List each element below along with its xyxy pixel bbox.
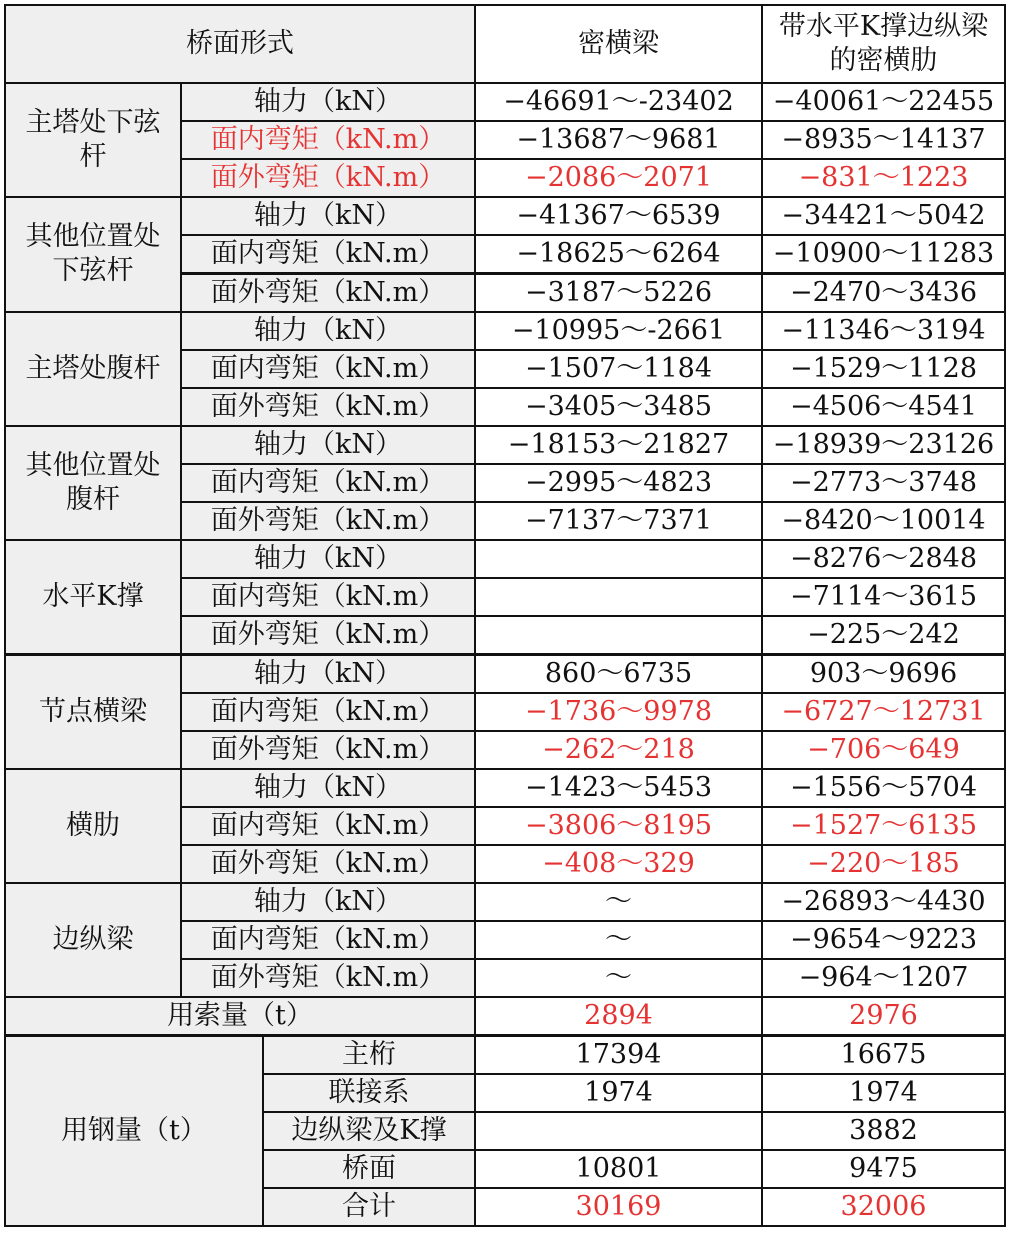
value-col1: −7137～7371	[474, 501, 763, 541]
item-label: 轴力（kN）	[180, 654, 476, 694]
group-label: 主塔处下弦杆	[4, 82, 182, 198]
value-col2: −9654～9223	[761, 920, 1006, 960]
cable-col2: 2976	[761, 996, 1006, 1036]
value-col2: −2470～3436	[761, 273, 1006, 313]
value-col1: −1507～1184	[474, 349, 763, 389]
value-col1: −10995～-2661	[474, 311, 763, 351]
value-col1: −3806～8195	[474, 806, 763, 846]
value-col2: −8276～2848	[761, 539, 1006, 579]
value-col2: −2773～3748	[761, 463, 1006, 503]
value-col2: −964～1207	[761, 958, 1006, 998]
value-col2: 903～9696	[761, 654, 1006, 694]
value-col1: −46691～-23402	[474, 82, 763, 122]
header-col1: 密横梁	[474, 4, 763, 84]
steel-col1: 30169	[474, 1187, 763, 1227]
item-label: 面外弯矩（kN.m）	[180, 615, 476, 655]
item-label: 轴力（kN）	[180, 196, 476, 236]
value-col1	[474, 539, 763, 579]
value-col1: −1423～5453	[474, 768, 763, 808]
value-col1	[474, 615, 763, 655]
steel-col2: 3882	[761, 1111, 1006, 1151]
steel-col1	[474, 1111, 763, 1151]
value-col2: −11346～3194	[761, 311, 1006, 351]
item-label: 面内弯矩（kN.m）	[180, 806, 476, 846]
cable-col1: 2894	[474, 996, 763, 1036]
group-label: 主塔处腹杆	[4, 311, 182, 427]
steel-item-label: 主桁	[262, 1035, 476, 1075]
value-col2: −225～242	[761, 615, 1006, 655]
value-col1: −1736～9978	[474, 692, 763, 732]
value-col2: −1556～5704	[761, 768, 1006, 808]
item-label: 面外弯矩（kN.m）	[180, 958, 476, 998]
item-label: 面外弯矩（kN.m）	[180, 387, 476, 427]
value-col2: −18939～23126	[761, 425, 1006, 465]
item-label: 面内弯矩（kN.m）	[180, 349, 476, 389]
steel-col1: 1974	[474, 1073, 763, 1113]
value-col2: −4506～4541	[761, 387, 1006, 427]
group-label: 水平K撑	[4, 539, 182, 655]
cable-label: 用索量（t）	[4, 996, 476, 1036]
item-label: 轴力（kN）	[180, 882, 476, 922]
item-label: 面内弯矩（kN.m）	[180, 692, 476, 732]
item-label: 面内弯矩（kN.m）	[180, 577, 476, 617]
value-col2: −6727～12731	[761, 692, 1006, 732]
value-col2: −1527～6135	[761, 806, 1006, 846]
value-col1: −262～218	[474, 730, 763, 770]
value-col2: −26893～4430	[761, 882, 1006, 922]
value-col1: −18153～21827	[474, 425, 763, 465]
steel-col1: 17394	[474, 1035, 763, 1075]
group-label: 其他位置处下弦杆	[4, 196, 182, 312]
item-label: 面内弯矩（kN.m）	[180, 234, 476, 274]
item-label: 轴力（kN）	[180, 768, 476, 808]
steel-item-label: 边纵梁及K撑	[262, 1111, 476, 1151]
group-label: 其他位置处腹杆	[4, 425, 182, 541]
item-label: 轴力（kN）	[180, 82, 476, 122]
value-col1: ～	[474, 958, 763, 998]
value-col1: −3405～3485	[474, 387, 763, 427]
group-label: 横肋	[4, 768, 182, 884]
value-col1: −3187～5226	[474, 273, 763, 313]
value-col1: ～	[474, 920, 763, 960]
value-col1: −18625～6264	[474, 234, 763, 274]
value-col2: −1529～1128	[761, 349, 1006, 389]
value-col2: −10900～11283	[761, 234, 1006, 274]
value-col1: 860～6735	[474, 654, 763, 694]
value-col2: −8935～14137	[761, 120, 1006, 160]
steel-item-label: 联接系	[262, 1073, 476, 1113]
item-label: 面内弯矩（kN.m）	[180, 463, 476, 503]
steel-col2: 16675	[761, 1035, 1006, 1075]
value-col1: −13687～9681	[474, 120, 763, 160]
value-col1	[474, 577, 763, 617]
group-label: 边纵梁	[4, 882, 182, 998]
item-label: 轴力（kN）	[180, 539, 476, 579]
item-label: 面外弯矩（kN.m）	[180, 501, 476, 541]
value-col2: −34421～5042	[761, 196, 1006, 236]
steel-col1: 10801	[474, 1149, 763, 1189]
item-label: 面外弯矩（kN.m）	[180, 158, 476, 198]
value-col1: −408～329	[474, 844, 763, 884]
value-col2: −831～1223	[761, 158, 1006, 198]
value-col2: −220～185	[761, 844, 1006, 884]
item-label: 面外弯矩（kN.m）	[180, 730, 476, 770]
group-label: 节点横梁	[4, 654, 182, 770]
item-label: 轴力（kN）	[180, 311, 476, 351]
item-label: 轴力（kN）	[180, 425, 476, 465]
steel-item-label: 桥面	[262, 1149, 476, 1189]
comparison-table	[4, 4, 1004, 1234]
item-label: 面外弯矩（kN.m）	[180, 273, 476, 313]
value-col2: −40061～22455	[761, 82, 1006, 122]
header-col2: 带水平K撑边纵梁的密横肋	[761, 4, 1006, 84]
steel-col2: 9475	[761, 1149, 1006, 1189]
header-form: 桥面形式	[4, 4, 476, 84]
value-col2: −706～649	[761, 730, 1006, 770]
steel-col2: 1974	[761, 1073, 1006, 1113]
item-label: 面内弯矩（kN.m）	[180, 120, 476, 160]
value-col1: −2086～2071	[474, 158, 763, 198]
value-col1: ～	[474, 882, 763, 922]
steel-item-label: 合计	[262, 1187, 476, 1227]
steel-label: 用钢量（t）	[4, 1035, 264, 1228]
item-label: 面外弯矩（kN.m）	[180, 844, 476, 884]
value-col1: −41367～6539	[474, 196, 763, 236]
value-col1: −2995～4823	[474, 463, 763, 503]
item-label: 面内弯矩（kN.m）	[180, 920, 476, 960]
value-col2: −7114～3615	[761, 577, 1006, 617]
value-col2: −8420～10014	[761, 501, 1006, 541]
steel-col2: 32006	[761, 1187, 1006, 1227]
